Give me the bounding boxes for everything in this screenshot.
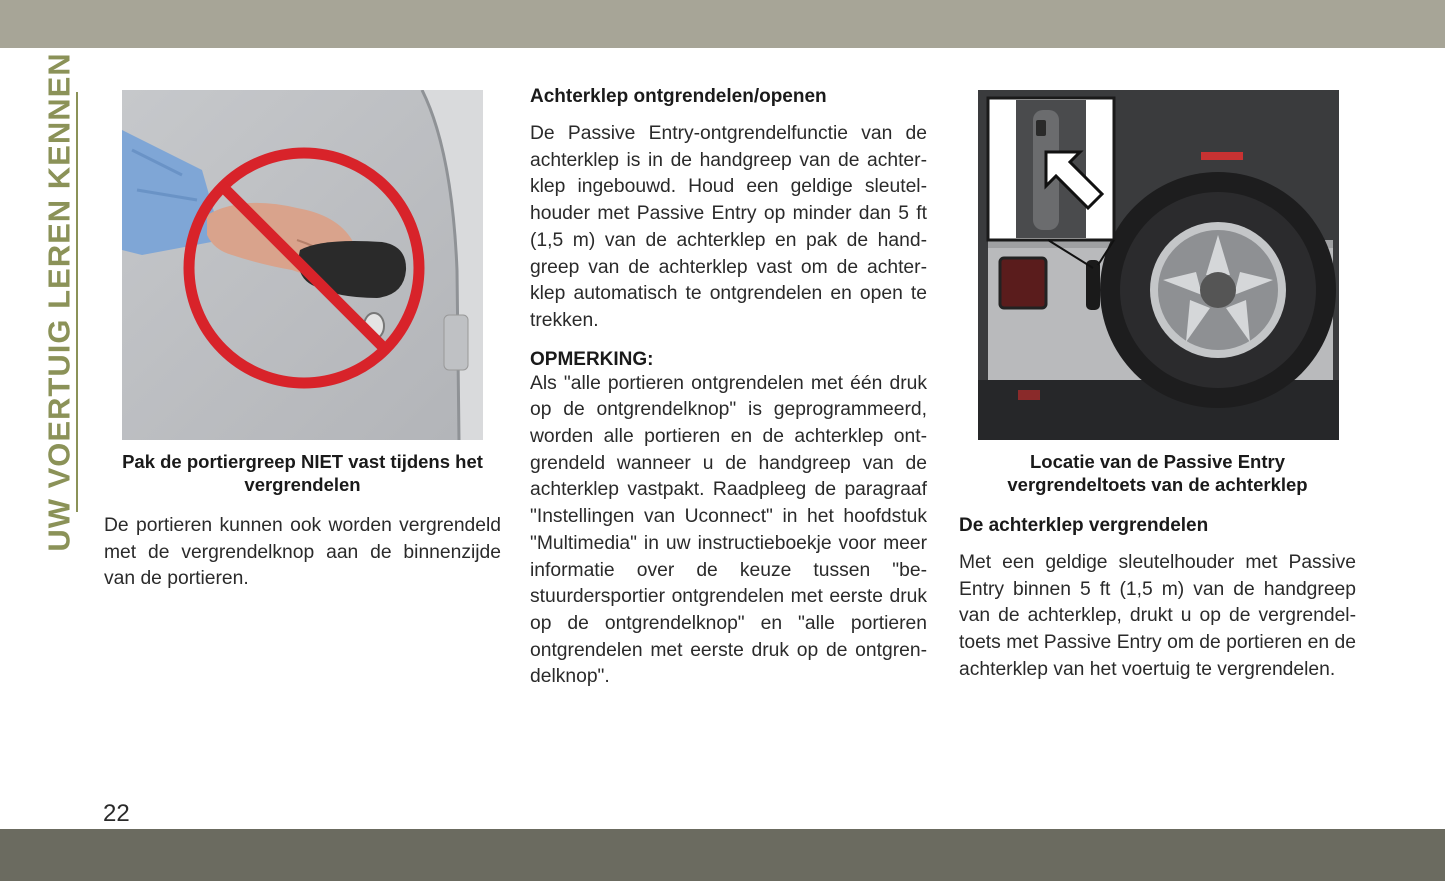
note-paragraph: Als "alle portieren ontgrendelen met één druk op de ontgrendelknop" is geprogrammeerd, worden alle portieren en de achterklep ontgrendeld wanneer u de handgreep van de achterklep vastpakt. Raadpleeg de paragraaf "Instellingen van Uconnect" in het hoofdstuk "Multimedia" in uw instructieboekje voor meer informatie over de keuze tussen "bestuurdersportier ontgrendelen met eerste druk op de ontgrendelknop" en "alle portieren ontgrendelen met eerste druk op de ontgrendelknop". [530, 372, 927, 688]
liftgate-button-illustration [978, 90, 1339, 440]
header-band [0, 0, 1445, 48]
door-handle-figure [122, 90, 483, 440]
liftgate-button-figure-caption: Locatie van de Passive Entry vergrendeltoets van de achterklep [1007, 451, 1308, 495]
liftgate-unlock-paragraph: De Passive Entry-ontgrendelfunctie van de achterklep is in de handgreep van de achterklep ingebouwd. Houd een geldige sleutelhouder met Passive Entry op minder dan 5 ft (1,5 m) van de achterklep en pak de handgreep van de achterklep vast om de achterklep automatisch te ontgrendelen en open te trekken. [530, 123, 927, 331]
note-heading: OPMERKING: [530, 348, 654, 370]
page-number: 22 [103, 800, 130, 827]
door-handle-prohibition-illustration [122, 90, 483, 440]
section-side-title [42, 52, 78, 552]
door-lock-paragraph: De portieren kunnen ook worden vergrendeld met de vergrendelknop aan de binnenzijde van de portieren. [104, 515, 501, 590]
liftgate-button-figure [978, 90, 1339, 440]
liftgate-lock-heading: De achterklep vergrendelen [959, 515, 1209, 536]
liftgate-unlock-heading: Achterklep ontgrendelen/openen [530, 86, 827, 107]
footer-band [0, 829, 1445, 881]
section-title-text: UW VOERTUIG LEREN KENNEN [42, 52, 78, 552]
door-handle-figure-caption: Pak de portiergreep NIET vast tijdens het vergrendelen [122, 451, 483, 495]
liftgate-lock-paragraph: Met een geldige sleutelhouder met Passive Entry binnen 5 ft (1,5 m) van de handgreep van de achterklep, drukt u op de vergrendeltoets met Passive Entry om de portieren en de achterklep van het voertuig te vergrendelen. [959, 552, 1356, 680]
